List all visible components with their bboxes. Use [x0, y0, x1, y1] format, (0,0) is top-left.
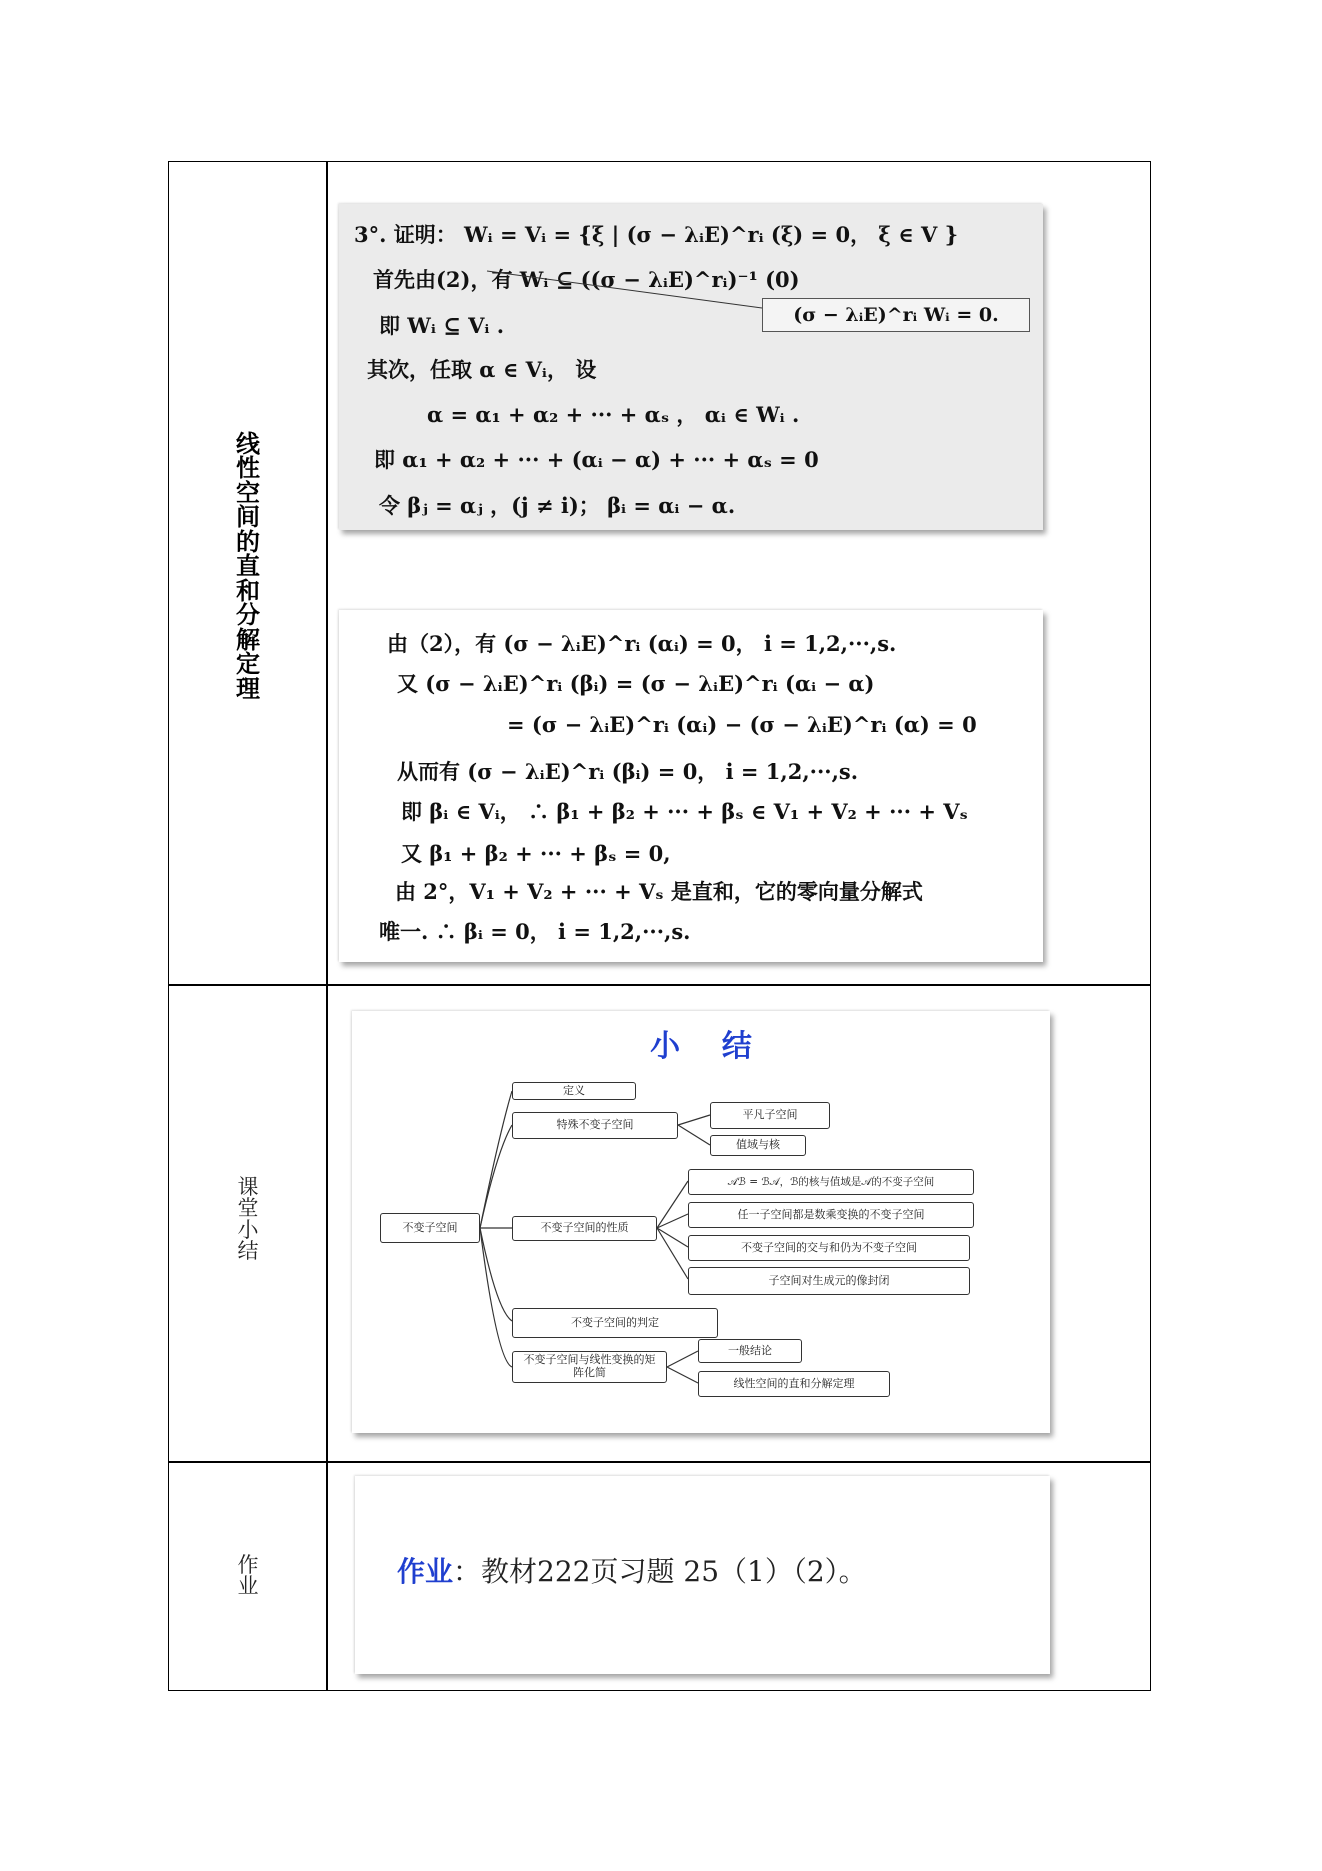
map-node-prop1: 𝒜ℬ = ℬ𝒜，ℬ的核与值域是𝒜的不变子空间	[688, 1169, 974, 1195]
proof2-line-1: 由（2），有 (σ − λᵢE)^rᵢ (αᵢ) = 0， i = 1,2,···,s.	[387, 631, 897, 656]
vertical-label-char: 分	[236, 601, 260, 630]
vertical-label-char: 和	[236, 576, 260, 605]
homework-prefix: 作业	[397, 1555, 454, 1588]
content-table	[168, 161, 1151, 1691]
map-node-properties: 不变子空间的性质	[512, 1216, 657, 1241]
row2-content-cell	[326, 984, 1151, 1463]
vertical-label-char: 性	[236, 454, 260, 483]
map-node-general: 一般结论	[698, 1339, 802, 1363]
boxed-note-text: (σ − λᵢE)^rᵢ Wᵢ = 0.	[793, 304, 999, 326]
row1-vertical-label	[169, 432, 327, 701]
map-node-special: 特殊不变子空间	[512, 1112, 678, 1139]
map-root: 不变子空间	[380, 1213, 480, 1243]
map-node-decomposition: 线性空间的直和分解定理	[698, 1371, 890, 1397]
map-node-definition: 定义	[512, 1082, 636, 1100]
proof-line-7: 令 βⱼ = αⱼ ，(j ≠ i)； βᵢ = αᵢ − α.	[379, 493, 736, 518]
row1-label-cell	[168, 161, 328, 986]
boxed-note	[762, 298, 1030, 332]
vertical-label-char: 定	[236, 650, 260, 679]
vertical-label-char: 业	[237, 1574, 259, 1599]
proof2-line-3: = (σ − λᵢE)^rᵢ (αᵢ) − (σ − λᵢE)^rᵢ (α) = 0	[507, 712, 977, 737]
vertical-label-char: 线	[236, 430, 260, 458]
vertical-label-char: 结	[237, 1239, 259, 1264]
map-node-range-kernel: 值域与核	[710, 1135, 806, 1156]
row1-content-cell	[326, 161, 1151, 986]
proof2-line-7: 由 2°，V₁ + V₂ + ··· + Vₛ 是直和，它的零向量分解式	[395, 879, 923, 904]
proof2-line-8: 唯一. ∴ βᵢ = 0， i = 1,2,···,s.	[379, 919, 691, 944]
vertical-label-char: 空	[236, 478, 260, 507]
homework-text: 教材222页习题 25（1）（2）。	[481, 1555, 867, 1588]
vertical-label-char: 小	[237, 1217, 259, 1242]
proof-slide-1	[339, 204, 1043, 530]
map-node-prop2: 任一子空间都是数乘变换的不变子空间	[688, 1202, 974, 1228]
map-node-prop3: 不变子空间的交与和仍为不变子空间	[688, 1235, 970, 1261]
proof-line-4: 其次，任取 α ∈ Vᵢ， 设	[367, 357, 597, 382]
vertical-label-char: 作	[237, 1553, 259, 1577]
annotation-connector	[339, 204, 1043, 530]
map-node-matrix: 不变子空间与线性变换的矩阵化简	[512, 1351, 667, 1383]
homework-slide	[355, 1476, 1050, 1674]
summary-slide	[352, 1011, 1050, 1433]
homework-line	[397, 1550, 867, 1590]
proof2-line-6: 又 β₁ + β₂ + ··· + βₛ = 0,	[401, 841, 671, 866]
vertical-label-char: 理	[236, 674, 260, 703]
vertical-label-char: 间	[236, 503, 260, 532]
proof-line-3: 即 Wᵢ ⊆ Vᵢ .	[379, 313, 505, 338]
proof-line-2: 首先由(2)，有 Wᵢ ⊆ ((σ − λᵢE)^rᵢ)⁻¹ (0)	[373, 267, 800, 292]
row3-content-cell	[326, 1461, 1151, 1691]
summary-title: 小 结	[650, 1029, 752, 1064]
vertical-label-char: 解	[236, 625, 260, 654]
row3-label-cell	[168, 1461, 328, 1691]
row3-vertical-label	[169, 1555, 327, 1598]
proof-line-6: 即 α₁ + α₂ + ··· + (αᵢ − α) + ··· + αₛ = 0	[374, 447, 819, 472]
vertical-label-char: 的	[236, 527, 260, 556]
row2-label-cell	[168, 984, 328, 1463]
proof2-line-4: 从而有 (σ − λᵢE)^rᵢ (βᵢ) = 0， i = 1,2,···,s.	[397, 759, 859, 784]
proof2-line-5: 即 βᵢ ∈ Vᵢ， ∴ β₁ + β₂ + ··· + βₛ ∈ V₁ + V₂ + ··· + Vₛ	[401, 799, 968, 824]
map-node-trivial: 平凡子空间	[710, 1102, 830, 1129]
map-node-prop4: 子空间对生成元的像封闭	[688, 1267, 970, 1295]
row2-vertical-label	[169, 1177, 327, 1263]
proof2-line-2: 又 (σ − λᵢE)^rᵢ (βᵢ) = (σ − λᵢE)^rᵢ (αᵢ − α)	[397, 671, 875, 696]
map-node-judge: 不变子空间的判定	[512, 1308, 718, 1338]
vertical-label-char: 课	[237, 1175, 259, 1199]
vertical-label-char: 堂	[237, 1196, 259, 1221]
vertical-label-char: 直	[236, 552, 260, 581]
homework-colon: ：	[453, 1555, 482, 1588]
proof-slide-2	[339, 610, 1043, 962]
proof-line-5: α = α₁ + α₂ + ··· + αₛ ， αᵢ ∈ Wᵢ .	[427, 402, 800, 427]
proof-line-1: 3°. 证明： Wᵢ = Vᵢ = {ξ | (σ − λᵢE)^rᵢ (ξ) = 0， ξ ∈ V }	[354, 222, 959, 247]
